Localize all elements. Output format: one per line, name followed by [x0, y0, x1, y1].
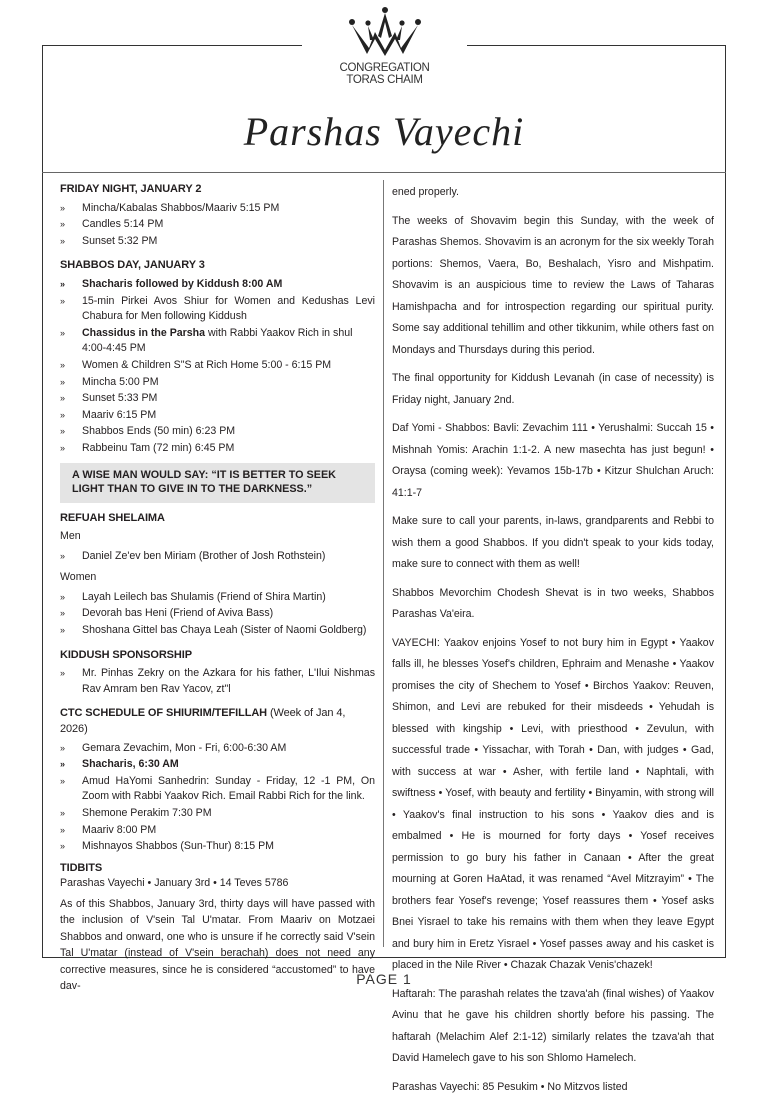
daf-yomi-paragraph: Daf Yomi - Shabbos: Bavli: Zevachim 111 • Yerushalmi: Succah 15 • Mishnah Yomis: Arachin 1:1-2. A new masechta has just begun! • Oraysa (coming week): Yevamos 15b-17b • Kitzur Shulchan Aruch: 41:1-7: [392, 422, 714, 499]
list-item: » Maariv 6:15 PM: [60, 408, 375, 424]
bullet-icon: »: [60, 376, 66, 387]
list-item: » Layah Leilech bas Shulamis (Friend of Shira Martin): [60, 590, 375, 606]
refuah-men-list: [60, 549, 375, 565]
list-item: » Devorah bas Heni (Friend of Aviva Bass): [60, 606, 375, 622]
bullet-icon: »: [60, 742, 66, 753]
list-item: » Women & Children S"S at Rich Home 5:00 - 6:15 PM: [60, 358, 375, 374]
tidbits-date-line: Parashas Vayechi • January 3rd • 14 Teves 5786: [60, 877, 289, 890]
bullet-icon: »: [60, 442, 66, 453]
page-title: Parshas Vayechi: [243, 109, 525, 154]
vayechi-summary-paragraph: VAYECHI: Yaakov enjoins Yosef to not bury him in Egypt • Yaakov falls ill, he blesses Yosef's children, Ephraim and Menashe • Yaakov promises the city of Shechem to Yosef • Birchos Yaakov: Reuven, Shimon, and Levi are rebuked for their misdeeds • Yehudah is blessed with kingship • Levi, with priesthood • Zevulun, with successful trade • Yissachar, with Torah • Dan, with judges • Gad, with success at war • Asher, with fertile land • Naphtali, with swiftness • Yosef, with beauty and fertility • Binyamin, with strong will • Yaakov's final instruction to his sons • Yaakov dies and is embalmed • He is mourned for forty days • Yosef receives permission to go bury his father in Canaan • After the great mourning at Goren HaAtad, it was renamed “Avel Mitzrayim” • The brothers fear Yosef's revenge; Yosef reassures them • Yosef asks Bnei Yisrael to take his remains with them when they leave Egypt and bury him in Eretz Yisrael • Yosef passes away and his casket is placed in the Nile River • Chazak Chazak Venis'chazek!: [392, 636, 714, 971]
list-item: » Gemara Zevachim, Mon - Fri, 6:00-6:30 AM: [60, 741, 375, 757]
bullet-icon: »: [60, 409, 66, 420]
bullet-icon: »: [60, 359, 66, 370]
bullet-icon: »: [60, 219, 66, 230]
list-item: » Shemone Perakim 7:30 PM: [60, 806, 375, 822]
shovavim-paragraph: The weeks of Shovavim begin this Sunday, with the week of Parashas Shemos. Shovavim is an acronym for the six weekly Torah portions: Shemos, Vaera, Bo, Beshalach, Yisro and Mishpatim. Shovavim is an auspicious time to review the Laws of Taharas Hamishpacha and for introspection regarding our spiritual purity. Some say additional tehillim and other tikkunim, while others fast on Mondays and Thursdays during this period.: [392, 214, 714, 356]
friday-night-list: [60, 201, 375, 250]
list-item: » Shabbos Ends (50 min) 6:23 PM: [60, 424, 375, 440]
kiddush-levanah-paragraph: The final opportunity for Kiddush Levanah (in case of necessity) is Friday night, January 2nd.: [392, 372, 714, 406]
bullet-icon: »: [60, 591, 66, 602]
call-parents-paragraph: Make sure to call your parents, in-laws, grandparents and Rebbi to wish them a good Shabbos. If you didn't speak to your kids today, make sure to connect with them as well!: [392, 515, 714, 570]
wise-man-quote: A WISE MAN WOULD SAY: “IT IS BETTER TO SEEK LIGHT THAN TO GIVE IN TO THE DARKNESS.”: [60, 463, 375, 503]
congregation-name: CONGREGATION TORAS CHAIM: [339, 62, 430, 86]
men-label: Men: [60, 530, 81, 543]
header-divider: [42, 172, 726, 173]
column-divider: [383, 180, 384, 947]
bullet-icon: »: [60, 393, 66, 404]
bullet-icon: »: [60, 625, 66, 636]
shabbos-day-heading: SHABBOS DAY, JANUARY 3: [60, 259, 205, 272]
crown-icon: [347, 6, 423, 60]
list-item: » Shoshana Gittel bas Chaya Leah (Sister of Naomi Goldberg): [60, 623, 375, 639]
list-item: » Mincha 5:00 PM: [60, 375, 375, 391]
bullet-icon: »: [60, 426, 66, 437]
tidbits-continuation: ened properly.: [392, 186, 459, 198]
bullet-icon: »: [60, 295, 66, 306]
ctc-schedule-heading: CTC SCHEDULE OF SHIURIM/TEFILLAH (Week of Jan 4, 2026): [60, 707, 346, 736]
bullet-icon: »: [60, 808, 66, 818]
bullet-icon: »: [60, 235, 66, 246]
bullet-icon: »: [60, 668, 66, 679]
bullet-icon: »: [60, 759, 66, 770]
kiddush-list: [60, 666, 375, 697]
list-item: » 15-min Pirkei Avos Shiur for Women and Kedushas Levi Chabura for Men following Kiddush: [60, 294, 375, 323]
tidbits-paragraph: As of this Shabbos, January 3rd, thirty days will have passed with the inclusion of V'sein Tal U'matar. From Maariv on Motzaei Shabbos and onward, one who is unsure if he correctly said V'sein Tal U'matar (instead of V'sein berachah) does not need any corrective measures, since he is considered “accustomed” to have dav-: [60, 897, 375, 993]
bullet-icon: »: [60, 841, 66, 852]
bullet-icon: »: [60, 608, 66, 619]
bullet-icon: »: [60, 775, 66, 786]
list-item: » Rabbeinu Tam (72 min) 6:45 PM: [60, 441, 375, 457]
list-item: » Sunset 5:33 PM: [60, 391, 375, 407]
list-item: » Chassidus in the Parsha with Rabbi Yaakov Rich in shul 4:00-4:45 PM: [60, 326, 353, 355]
list-item: » Candles 5:14 PM: [60, 217, 375, 233]
congregation-logo: [302, 0, 467, 92]
list-item: » Sunset 5:32 PM: [60, 234, 375, 250]
bullet-icon: »: [60, 550, 66, 561]
right-column: [392, 182, 714, 1105]
left-column: [60, 182, 375, 1001]
tidbits-heading: TIDBITS: [60, 861, 103, 874]
refuah-women-list: [60, 590, 375, 639]
refuah-shelaima-heading: REFUAH SHELAIMA: [60, 511, 165, 524]
friday-night-heading: FRIDAY NIGHT, JANUARY 2: [60, 183, 202, 195]
kiddush-sponsorship-heading: KIDDUSH SPONSORSHIP: [60, 648, 192, 661]
list-item: » Daniel Ze'ev ben Miriam (Brother of Josh Rothstein): [60, 549, 375, 565]
bullet-icon: »: [60, 327, 66, 338]
bullet-icon: »: [60, 202, 66, 213]
ctc-schedule-list: [60, 741, 375, 855]
list-item: » Amud HaYomi Sanhedrin: Sunday - Friday, 12 -1 PM, On Zoom with Rabbi Yaakov Rich. Email Rabbi Rich for the link.: [60, 774, 375, 803]
list-item: » Mishnayos Shabbos (Sun-Thur) 8:15 PM: [60, 839, 375, 855]
list-item: » Mincha/Kabalas Shabbos/Maariv 5:15 PM: [60, 201, 375, 217]
shabbos-mevorchim-paragraph: Shabbos Mevorchim Chodesh Shevat is in two weeks, Shabbos Parashas Va'eira.: [392, 586, 714, 620]
shabbos-day-list: [60, 277, 375, 457]
bullet-icon: »: [60, 824, 66, 835]
list-item: » Maariv 8:00 PM: [60, 823, 375, 839]
page-number: PAGE 1: [356, 971, 412, 987]
bullet-icon: »: [60, 278, 66, 289]
list-item: » Shacharis, 6:30 AM: [60, 757, 375, 773]
haftarah-paragraph: Haftarah: The parashah relates the tzava'ah (final wishes) of Yaakov Avinu that he gave his children shortly before his passing. The haftarah (Melachim Alef 2:1-12) similarly relates the tzava'ah that David Hamelech gave to his son Shlomo Hamelech.: [392, 987, 714, 1064]
women-label: Women: [60, 571, 97, 584]
pesukim-count: Parashas Vayechi: 85 Pesukim • No Mitzvos listed: [392, 1080, 628, 1093]
list-item: » Mr. Pinhas Zekry on the Azkara for his father, L'Ilui Nishmas Rav Amram ben Rav Yacov, zt"l: [60, 667, 375, 695]
list-item: » Shacharis followed by Kiddush 8:00 AM: [60, 277, 375, 293]
